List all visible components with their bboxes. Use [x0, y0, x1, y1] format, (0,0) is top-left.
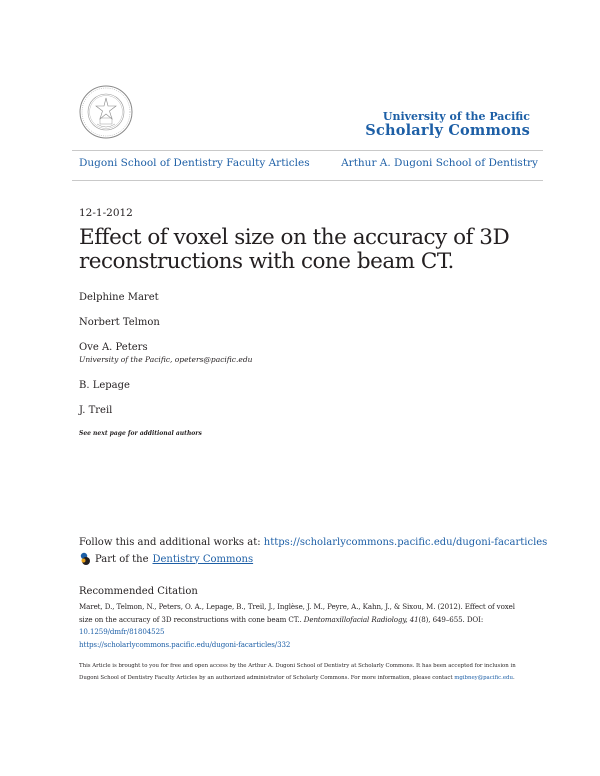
citation-authors: Maret, D., Telmon, N., Peters, O. A., Lepage, B., Treil, J., Inglèse, J. M., Peyre, A., Kahn, J., & Sixou, M. (2012). Effect of voxel size on the accuracy of 3D reconstructions with cone beam CT..	[79, 602, 515, 624]
author-affiliation: University of the Pacific, opeters@pacific.edu	[79, 355, 253, 364]
university-seal-icon	[78, 84, 134, 140]
collection-url-link[interactable]: https://scholarlycommons.pacific.edu/dugoni-facarticles	[263, 537, 548, 548]
dentistry-school-link[interactable]: Arthur A. Dugoni School of Dentistry	[341, 157, 538, 169]
repository-name[interactable]: Scholarly Commons	[365, 122, 530, 139]
article-title: Effect of voxel size on the accuracy of 3D reconstructions with cone beam CT.	[79, 225, 510, 274]
additional-authors-note: See next page for additional authors	[79, 430, 202, 437]
recommended-citation-heading: Recommended Citation	[79, 586, 198, 597]
part-of-line	[79, 552, 253, 566]
institution-name[interactable]: University of the Pacific	[382, 110, 530, 123]
header-divider-top	[72, 150, 543, 151]
author-name: Norbert Telmon	[79, 317, 160, 328]
author-name: B. Lepage	[79, 380, 130, 391]
follow-line	[79, 537, 547, 548]
contact-email-link[interactable]: mgibney@pacific.edu	[454, 675, 513, 681]
notice-text: This Article is brought to you for free and open access by the Arthur A. Dugoni School of Dentistry at Scholarly Commons. It has been accepted for inclusion in Dugoni School of Dentistry Faculty Articles by an authorized administrator of Scholarly Commons. For more information, please contact	[79, 663, 516, 681]
citation-journal: Dentomaxillofacial Radiology, 41	[303, 614, 419, 624]
part-of-text: Part of the	[95, 553, 149, 565]
dentistry-commons-link[interactable]: Dentistry Commons	[152, 553, 254, 565]
article-url-link[interactable]: https://scholarlycommons.pacific.edu/dugoni-facarticles/332	[79, 639, 291, 649]
author-name: Ove A. Peters	[79, 342, 148, 353]
publication-date: 12-1-2012	[79, 207, 133, 219]
notice-end: .	[512, 675, 515, 681]
header-divider-bottom	[72, 180, 543, 181]
citation-text	[79, 601, 529, 651]
citation-volume-pages: (8), 649–655. DOI:	[418, 614, 484, 624]
bepress-icon	[79, 552, 91, 566]
author-name: J. Treil	[79, 405, 113, 416]
follow-text: Follow this and additional works at:	[79, 537, 264, 548]
access-notice	[79, 660, 529, 684]
faculty-articles-link[interactable]: Dugoni School of Dentistry Faculty Articles	[79, 157, 310, 169]
author-name: Delphine Maret	[79, 292, 159, 303]
doi-link[interactable]: 10.1259/dmfr/81804525	[79, 627, 165, 636]
